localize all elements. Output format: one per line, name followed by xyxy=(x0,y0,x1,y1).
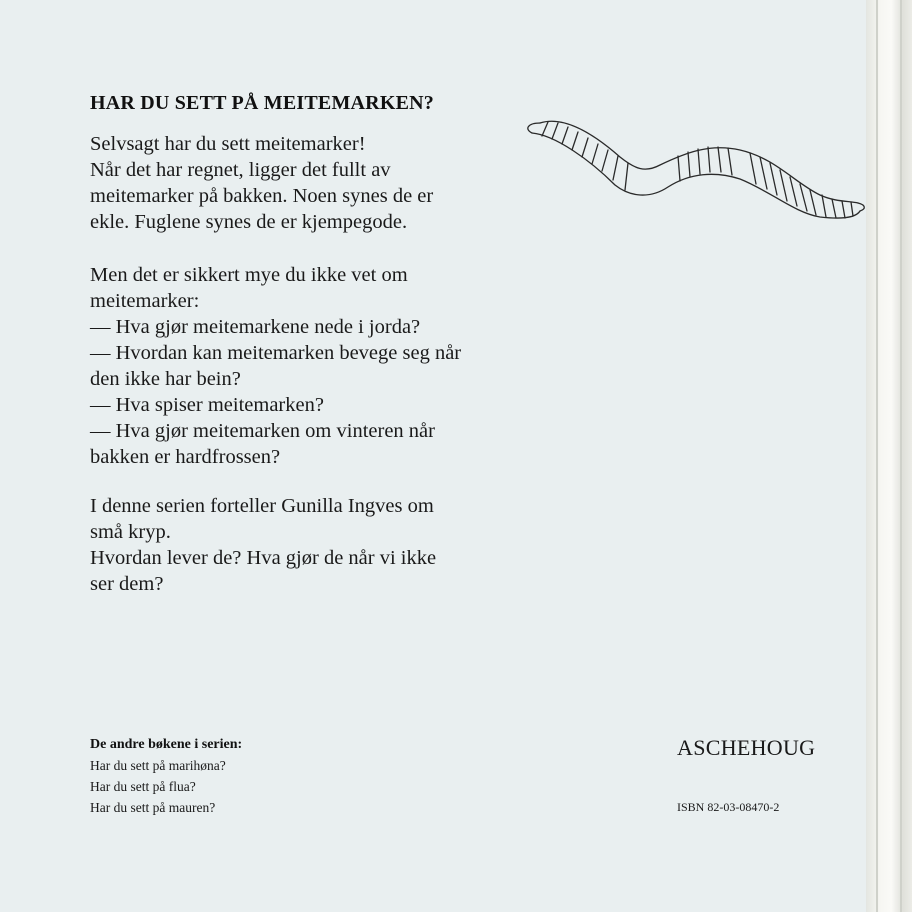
text-line: Selvsagt har du sett meitemarker! xyxy=(90,133,366,155)
book-spine xyxy=(866,0,912,912)
text-line: små kryp. xyxy=(90,521,171,543)
text-line: ekle. Fuglene synes de er kjempegode. xyxy=(90,211,408,233)
list-item: Har du sett på marihøna? xyxy=(90,758,226,773)
text-line: Når det har regnet, ligger det fullt av xyxy=(90,159,391,181)
text-line: Hvordan lever de? Hva gjør de når vi ikke xyxy=(90,547,437,569)
text-line: — Hva gjør meitemarken om vinteren når xyxy=(90,420,435,442)
text-line: Men det er sikkert mye du ikke vet om xyxy=(90,264,408,286)
text-line: — Hva gjør meitemarkene nede i jorda? xyxy=(90,316,421,338)
isbn-number: ISBN 82-03-08470-2 xyxy=(677,800,780,814)
text-line: — Hva spiser meitemarken? xyxy=(90,394,324,416)
series-heading: De andre bøkene i serien: xyxy=(90,737,243,752)
spine-groove xyxy=(876,0,878,912)
text-line: den ikke har bein? xyxy=(90,368,241,390)
questions-paragraph xyxy=(90,262,550,470)
series-intro-paragraph xyxy=(90,493,550,597)
text-line: bakken er hardfrossen? xyxy=(90,446,281,468)
text-line: I denne serien forteller Gunilla Ingves om xyxy=(90,495,434,517)
text-line: ser dem? xyxy=(90,573,164,595)
text-line: meitemarker: xyxy=(90,290,200,312)
spine-groove xyxy=(900,0,902,912)
list-item: Har du sett på mauren? xyxy=(90,800,216,815)
series-book-list xyxy=(90,755,226,818)
page-title: HAR DU SETT PÅ MEITEMARKEN? xyxy=(90,92,434,114)
text-line: — Hvordan kan meitemarken bevege seg når xyxy=(90,342,462,364)
list-item: Har du sett på flua? xyxy=(90,779,196,794)
publisher-name: ASCHEHOUG xyxy=(677,735,816,760)
earthworm-illustration xyxy=(510,105,870,230)
intro-paragraph xyxy=(90,131,550,235)
text-line: meitemarker på bakken. Noen synes de er xyxy=(90,185,434,207)
